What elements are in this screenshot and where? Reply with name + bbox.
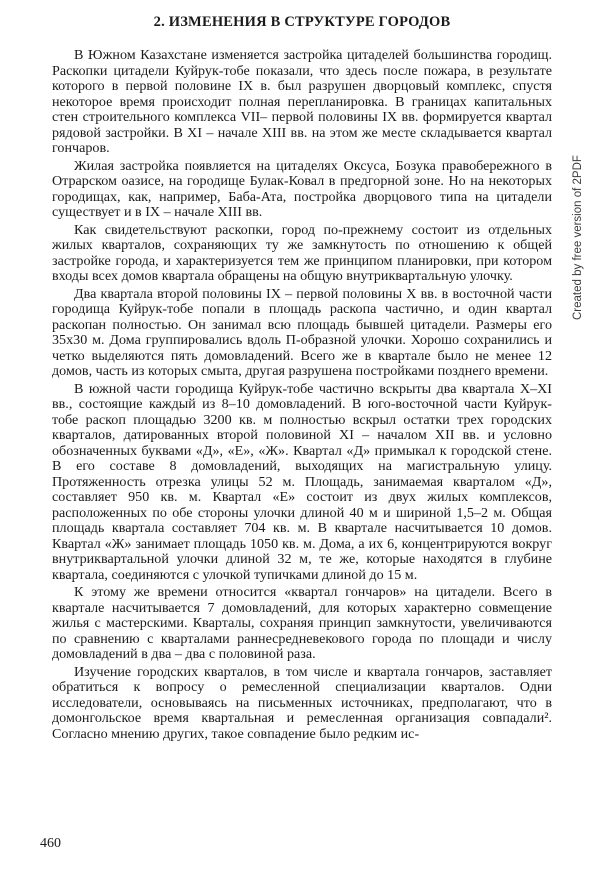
watermark bbox=[572, 30, 590, 330]
body-text bbox=[52, 48, 552, 742]
paragraph-3: Как свидетельствуют раскопки, город по-прежнему состоит из отдельных жилых кварталов, сохраняющих ту же замкнутость по отношению к общей застройке города, и характеризуется тем же принципом планировки, при котором входы всех домов квартала обращены на общую внутриквартальную улочку. bbox=[52, 221, 552, 284]
section-title: 2. ИЗМЕНЕНИЯ В СТРУКТУРЕ ГОРОДОВ bbox=[153, 14, 451, 30]
paragraph-5: В южной части городища Куйрук-тобе частично вскрыты два квартала X–XI вв., состоящие каждый из 8–10 домовладений. В юго-восточной части Куйрук-тобе раскоп площадью 3200 кв. м полностью вскрыл остатки трех городских кварталов, датированных второй половиной XI – началом XII вв. и условно обозначенных буквами «Д», «Е», «Ж». Квартал «Д» примыкал к городской стене. В его составе 8 домовладений, выходящих на магистральную улицу. Протяженность отрезка улицы 52 м. Площадь, занимаемая кварталом «Д», составляет 950 кв. м. Квартал «Е» состоит из двух жилых комплексов, расположенных по обе стороны улочки длиной 40 м и шириной 1,5–2 м. Общая площадь квартала составляет 704 кв. м. В квартале насчитывается 10 домов. Квартал «Ж» занимает площадь 1050 кв. м. Дома, а их 6, концентрируются вокруг внутриквартальной улочки длиной 32 м, те же, которые находятся в глубине квартала, соединяются с улочкой тупичками длиной до 15 м. bbox=[52, 380, 552, 583]
watermark-text: Created by free version of 2PDF bbox=[572, 155, 584, 320]
page-number: 460 bbox=[40, 836, 61, 851]
paragraph-4: Два квартала второй половины IX – первой половины X вв. в восточной части городища Куйрук-тобе попали в площадь раскопа частично, и один квартал раскопан полностью. Он занимал всю площадь бывшей цитадели. Размеры его 35х30 м. Дома группировались вдоль П-образной улочки. Хорошо сохранились и четко выделяются пять домовладений. Всего же в квартале было не менее 12 домов, часть из которых смыта, другая разрушена постройками позднего времени. bbox=[52, 285, 552, 379]
paragraph-7: Изучение городских кварталов, в том числе и квартала гончаров, заставляет обратиться к вопросу о ремесленной специализации кварталов. Одни исследователи, основываясь на письменных источниках, предполагают, что в домонгольское время квартальная и ремесленная организация совпадали². Согласно мнению других, такое совпадение было редким ис- bbox=[52, 663, 552, 742]
paragraph-1: В Южном Казахстане изменяется застройка цитаделей большинства городищ. Раскопки цитадели Куйрук-тобе показали, что здесь после пожара, в результате которого в первой половине IX в. был разрушен дворцовый комплекс, спустя некоторое время происходит полная перепланировка. В границах капитальных стен строительного комплекса VII– первой половины IX вв. формируется квартал рядовой застройки. В XI – начале XIII вв. на этом же месте складывается квартал гончаров. bbox=[52, 47, 552, 156]
paragraph-2: Жилая застройка появляется на цитаделях Оксуса, Бозука правобережного в Отрарском оазисе, на городище Булак-Ковал в предгорной зоне. Но на некоторых городищах, как, например, Баба-Ата, постройка дворцового типа на цитадели существует и в IX – начале XIII вв. bbox=[52, 157, 552, 220]
paragraph-6: К этому же времени относится «квартал гончаров» на цитадели. Всего в квартале насчитывается 7 домовладений, для которых характерно совмещение жилья с мастерскими. Кварталы, сохраняя принцип замкнутости, увеличиваются по сравнению с кварталами раннесредневекового города по площади и числу домовладений в два – два с половиной раза. bbox=[52, 584, 552, 662]
